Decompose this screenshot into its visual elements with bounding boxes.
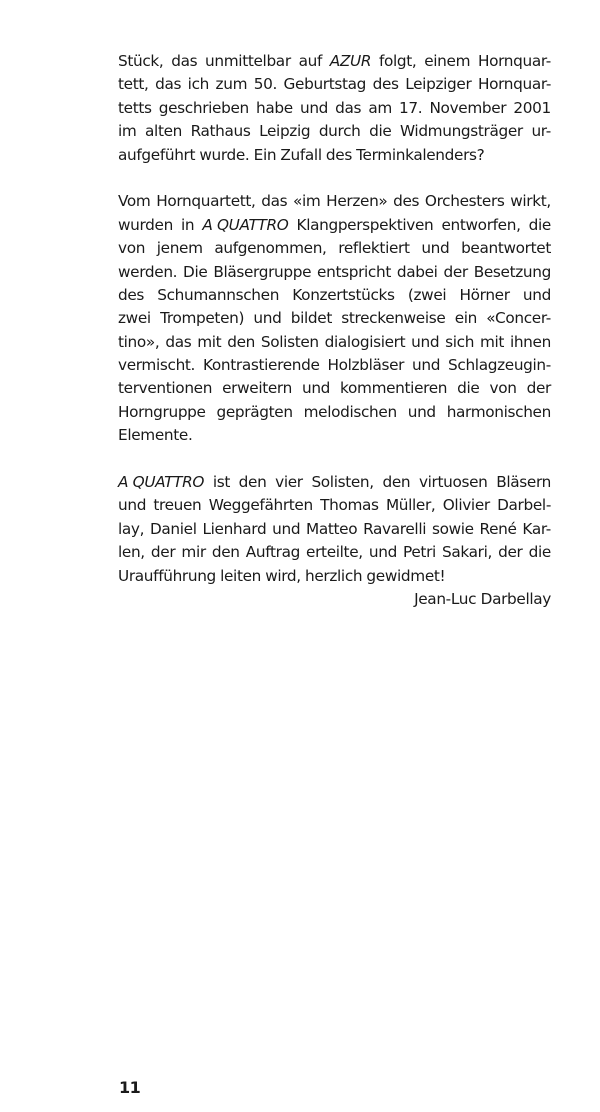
word: kommentieren (340, 379, 448, 398)
word: melodischen (303, 402, 397, 421)
italic-title: AZUR (329, 52, 372, 70)
paragraph (118, 471, 551, 588)
word: dabei (396, 262, 438, 281)
word: und (411, 332, 440, 351)
word: aufgeführt (118, 145, 196, 164)
word: Petri (403, 543, 436, 562)
word: wurde. (199, 145, 250, 164)
word: tino», (118, 332, 160, 351)
word: das (171, 52, 198, 70)
word: der (526, 379, 551, 398)
word: beantwortet (461, 239, 551, 258)
word: tetts (118, 98, 152, 117)
word: erweitern (222, 379, 292, 398)
word: Schumannschen (157, 285, 280, 304)
text-line (118, 541, 551, 564)
text-line (118, 331, 551, 354)
word: Konzertstücks (292, 285, 395, 304)
word: alten (145, 122, 182, 141)
word: bildet (290, 309, 332, 328)
word: Zufall (280, 145, 322, 164)
word: ist (212, 473, 230, 492)
word: Hornquar- (477, 52, 551, 70)
word: ich (187, 75, 209, 94)
word: Stück, (118, 52, 164, 70)
word: Weggefährten (208, 496, 313, 515)
word: aufgenommen, (214, 239, 327, 258)
word: und (421, 239, 450, 258)
word: sich (445, 332, 475, 351)
word: Herzen» (326, 192, 388, 211)
word: das (155, 75, 182, 94)
word: treuen (153, 496, 202, 515)
text-line (118, 237, 551, 260)
italic-title: A QUATTRO (118, 473, 205, 492)
word: mit (197, 332, 222, 351)
word: 2001 (513, 98, 551, 117)
word: des (372, 75, 399, 94)
word: den (211, 543, 240, 562)
word: entspricht (317, 262, 391, 281)
paragraph (118, 190, 551, 447)
word: und (301, 379, 331, 398)
word: in (181, 215, 195, 234)
word: Bläsergruppe (213, 262, 312, 281)
word: Olivier (442, 496, 490, 515)
word: sowie (431, 519, 474, 538)
word: des (393, 192, 420, 211)
word: Hornquartett, (156, 192, 256, 211)
word: von (118, 239, 146, 258)
word: gewidmet! (366, 566, 446, 585)
word: Darbel- (497, 496, 551, 515)
word: werden. (118, 262, 178, 281)
word: ihnen (509, 332, 551, 351)
word: Uraufführung (118, 566, 216, 585)
text-line (118, 261, 551, 284)
word: Widmungsträger (399, 122, 523, 141)
word: des (325, 145, 352, 164)
text-line (118, 73, 551, 96)
word: auf (298, 52, 322, 70)
word: Kontrastierende (203, 356, 320, 375)
word: Holzbläser (327, 356, 405, 375)
word: «Concer- (486, 309, 551, 328)
word: das (335, 98, 362, 117)
word: habe (256, 98, 293, 117)
word: geschrieben (158, 98, 249, 117)
word: Hörner (459, 285, 510, 304)
word: Bläsern (496, 473, 551, 492)
word: und (272, 519, 301, 538)
text-line (118, 401, 551, 424)
word: und (299, 98, 329, 117)
word: Leipzig (259, 122, 311, 141)
word: Rathaus (190, 122, 251, 141)
word: und (522, 285, 551, 304)
text-line (118, 565, 551, 588)
word: Ravarelli (363, 519, 427, 538)
word: virtuosen (418, 473, 488, 492)
word: Lienhard (202, 519, 267, 538)
word: durch (318, 122, 361, 141)
text-body (118, 50, 551, 611)
word: das (165, 332, 192, 351)
word: mit (479, 332, 505, 351)
word: Vom (118, 192, 151, 211)
word: streckenweise (341, 309, 446, 328)
word: Horngruppe (118, 402, 206, 421)
word: und (407, 402, 436, 421)
word: erteilte, (306, 543, 363, 562)
word: unmittelbar (205, 52, 291, 70)
word: von (489, 379, 517, 398)
word: mir (181, 543, 206, 562)
word: und (118, 496, 147, 515)
word: Geburtstag (283, 75, 367, 94)
word: len, (118, 543, 145, 562)
word: lay, (118, 519, 145, 538)
word: Matteo (306, 519, 358, 538)
word: leiten (220, 566, 262, 585)
word: (zwei (407, 285, 447, 304)
word: Die (183, 262, 208, 281)
word: Schlagzeugin- (448, 356, 551, 375)
page-number: 11 (119, 1078, 141, 1097)
text-line (118, 284, 551, 307)
paragraph-gap (118, 167, 551, 190)
word: die (528, 215, 551, 234)
word: reflektiert (338, 239, 410, 258)
text-line (118, 424, 551, 447)
text-line (118, 518, 551, 541)
word: tett, (118, 75, 149, 94)
word: Besetzung (473, 262, 551, 281)
italic-title: A QUATTRO (202, 215, 289, 234)
word: die (528, 543, 551, 562)
word: vier (275, 473, 303, 492)
word: einem (424, 52, 471, 70)
text-line (118, 377, 551, 400)
text-line (118, 307, 551, 330)
word: 50. (253, 75, 277, 94)
word: Kar- (522, 519, 551, 538)
word: den (238, 473, 267, 492)
word: Leipziger (405, 75, 472, 94)
text-line (118, 354, 551, 377)
word: der (443, 262, 468, 281)
word: des (118, 285, 145, 304)
word: «im (293, 192, 321, 211)
word: folgt, (378, 52, 417, 70)
word: zum (215, 75, 248, 94)
word: zwei (118, 309, 151, 328)
text-line (118, 471, 551, 494)
word: Sakari, (442, 543, 493, 562)
author-signature (118, 588, 551, 611)
word: herzlich (305, 566, 363, 585)
word: Ein (253, 145, 277, 164)
word: geprägten (216, 402, 293, 421)
word: die (457, 379, 480, 398)
word: Thomas (320, 496, 379, 515)
text-line (118, 97, 551, 120)
word: harmonischen (446, 402, 551, 421)
word: dialogisiert (324, 332, 406, 351)
word: wirkt, (510, 192, 551, 211)
word: am (368, 98, 392, 117)
text-line (118, 50, 551, 73)
word: und (412, 356, 441, 375)
word: Klangperspektiven (296, 215, 434, 234)
word: und (368, 543, 397, 562)
author-name: Jean-Luc Darbellay (414, 589, 551, 608)
word: jenem (156, 239, 203, 258)
word: der (150, 543, 176, 562)
word: entworfen, (441, 215, 521, 234)
word: der (498, 543, 523, 562)
paragraph (118, 50, 551, 167)
text-line (118, 494, 551, 517)
word: Daniel (149, 519, 197, 538)
word: Solisten (260, 332, 319, 351)
text-line (118, 120, 551, 143)
word: Terminkalenders? (356, 145, 485, 164)
word: Auftrag (245, 543, 300, 562)
word: René (479, 519, 517, 538)
word: Orchesters (424, 192, 505, 211)
word: den (382, 473, 411, 492)
word: ur- (531, 122, 551, 141)
word: im (118, 122, 137, 141)
word: vermischt. (118, 356, 196, 375)
text-line (118, 214, 551, 237)
word: 17. (399, 98, 423, 117)
text-line (118, 144, 551, 167)
word: wird, (265, 566, 301, 585)
word: Elemente. (118, 426, 193, 445)
word: Trompeten) (160, 309, 245, 328)
word: Müller, (385, 496, 436, 515)
word: Hornquar- (477, 75, 551, 94)
word: ein (454, 309, 478, 328)
word: November (429, 98, 507, 117)
word: den (227, 332, 256, 351)
word: Solisten, (311, 473, 374, 492)
word: die (369, 122, 392, 141)
word: terventionen (118, 379, 213, 398)
text-line (118, 190, 551, 213)
paragraph-gap (118, 448, 551, 471)
word: wurden (118, 215, 173, 234)
word: und (253, 309, 282, 328)
word: das (261, 192, 288, 211)
